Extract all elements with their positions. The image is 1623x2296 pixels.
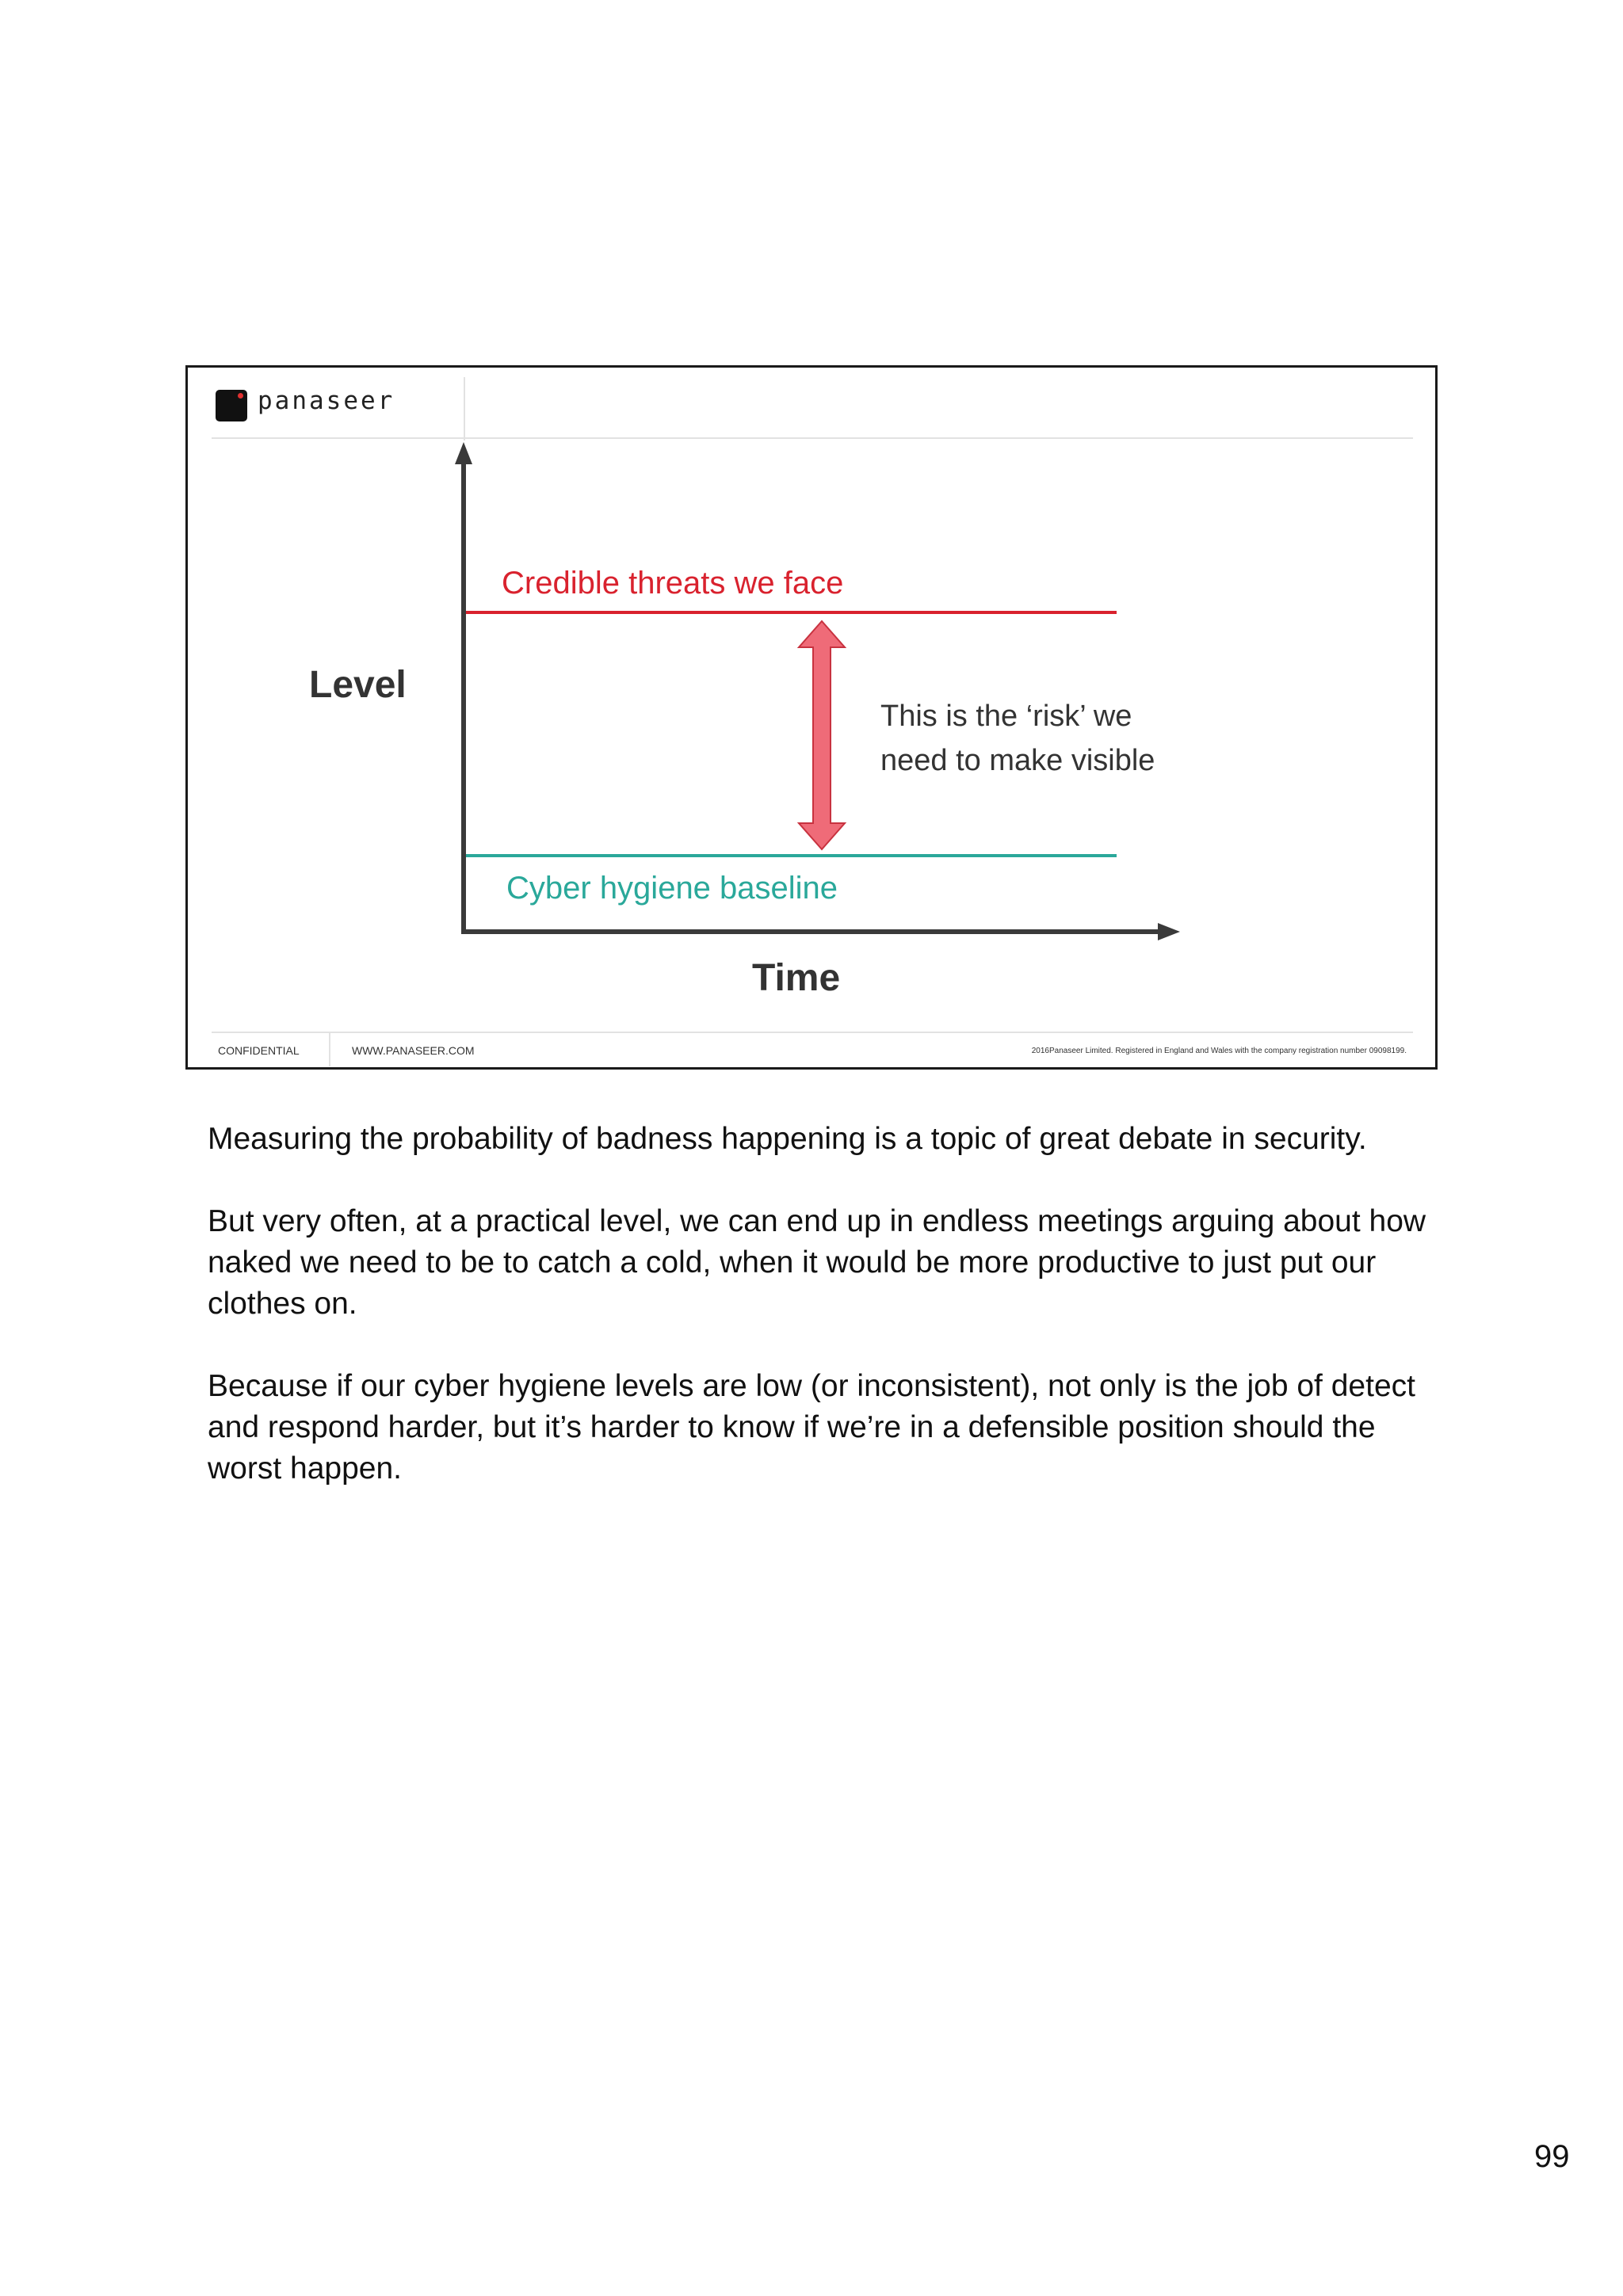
footer-divider [329, 1033, 330, 1066]
speaker-notes [208, 1119, 1444, 1531]
x-axis-arrowhead [1158, 923, 1180, 940]
page-number: 99 [1534, 2139, 1570, 2174]
footer-confidential: CONFIDENTIAL [218, 1044, 300, 1057]
x-axis-label: Time [752, 957, 841, 999]
footer-url: WWW.PANASEER.COM [352, 1044, 475, 1057]
risk-annotation-line1: This is the ‘risk’ we [880, 700, 1132, 733]
baseline-line-label: Cyber hygiene baseline [506, 871, 838, 906]
footer-rule [212, 1032, 1413, 1033]
y-axis-arrowhead [455, 442, 472, 464]
logo-text: panaseer [258, 387, 395, 415]
risk-double-arrow [799, 621, 845, 849]
footer-copyright: 2016Panaseer Limited. Registered in England and Wales with the company registration number 09098199. [1031, 1047, 1407, 1055]
notes-paragraph-2: But very often, at a practical level, we can end up in endless meetings arguing about how naked we need to be to catch a cold, when it would be more productive to just put our clothes on. [208, 1204, 1426, 1321]
risk-annotation-line2: need to make visible [880, 744, 1155, 777]
risk-diagram [188, 368, 1435, 1067]
threat-line-label: Credible threats we face [502, 566, 844, 601]
notes-paragraph-1: Measuring the probability of badness happening is a topic of great debate in security. [208, 1122, 1367, 1156]
slide-image [185, 365, 1438, 1070]
y-axis-label: Level [309, 664, 407, 706]
notes-paragraph-3: Because if our cyber hygiene levels are low (or inconsistent), not only is the job of detect and respond harder, but it’s harder to know if we’re in a defensible position should the worst happen. [208, 1369, 1415, 1486]
